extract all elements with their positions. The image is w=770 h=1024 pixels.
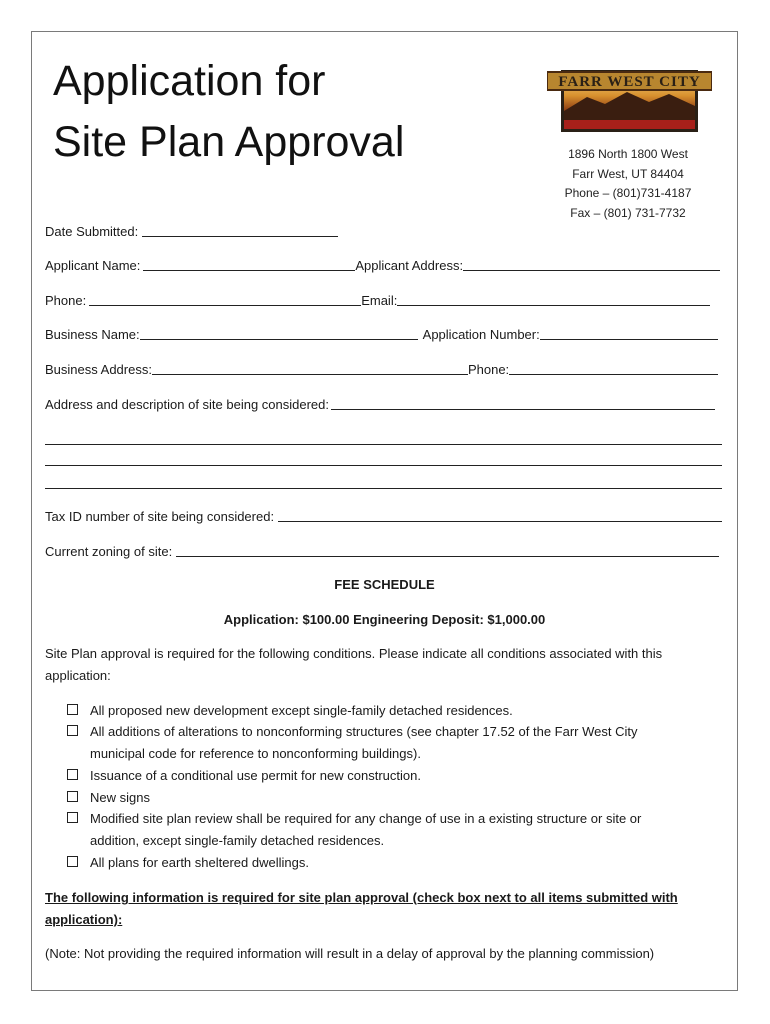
applicant-name-field[interactable] — [143, 258, 355, 271]
condition-checkbox-5[interactable] — [67, 812, 78, 823]
business-address-field[interactable] — [152, 362, 468, 375]
application-number-field[interactable] — [540, 327, 718, 340]
site-description-field[interactable] — [331, 397, 715, 410]
requirements-heading: The following information is required for site plan approval (check box next to all items submitted with application): — [45, 890, 678, 927]
business-row — [45, 324, 718, 342]
condition-text-6: All plans for earth sheltered dwellings. — [90, 855, 309, 870]
applicant-name-label: Applicant Name: — [45, 258, 141, 273]
condition-checkbox-3[interactable] — [67, 769, 78, 780]
phone-field[interactable] — [89, 293, 361, 306]
condition-text-5: Modified site plan review shall be required for any change of use in a existing structure or site or — [90, 811, 642, 826]
condition-text-1: All proposed new development except single-family detached residences. — [90, 703, 513, 718]
requirements-note: (Note: Not providing the required information will result in a delay of approval by the planning commission) — [45, 946, 655, 961]
condition-item-2 — [67, 721, 707, 765]
business-phone-field[interactable] — [509, 362, 718, 375]
business-address-row — [45, 359, 718, 377]
condition-checkbox-6[interactable] — [67, 856, 78, 867]
condition-text-3: Issuance of a conditional use permit for new construction. — [90, 768, 421, 783]
site-description-line-3[interactable] — [45, 465, 722, 466]
condition-text-2-continued: municipal code for reference to nonconforming buildings). — [90, 746, 421, 761]
site-description-row — [45, 394, 715, 412]
application-number-label: Application Number: — [422, 327, 540, 342]
logo-text: FARR WEST CITY — [558, 74, 701, 90]
business-name-label: Business Name: — [45, 327, 140, 342]
date-submitted-row — [45, 221, 345, 239]
condition-item-4 — [67, 787, 707, 809]
applicant-row — [45, 255, 720, 273]
farr-west-city-logo — [547, 64, 712, 132]
address-fax: Fax – (801) 731-7732 — [570, 206, 686, 220]
site-description-label: Address and description of site being considered: — [45, 397, 330, 412]
date-submitted-field[interactable] — [142, 224, 338, 237]
conditions-intro: Site Plan approval is required for the following conditions. Please indicate all conditions associated with this application: — [45, 646, 663, 683]
tax-id-label: Tax ID number of site being considered: — [45, 509, 275, 524]
current-zoning-field[interactable] — [176, 544, 719, 557]
condition-item-5 — [67, 808, 707, 852]
email-field[interactable] — [397, 293, 710, 306]
site-description-line-4[interactable] — [45, 488, 722, 489]
tax-id-row — [45, 506, 722, 524]
business-phone-label: Phone: — [467, 362, 510, 377]
applicant-address-label: Applicant Address: — [355, 258, 464, 273]
address-city: Farr West, UT 84404 — [572, 167, 684, 181]
date-submitted-label: Date Submitted: — [45, 224, 139, 239]
business-name-field[interactable] — [140, 327, 418, 340]
condition-checkbox-2[interactable] — [67, 725, 78, 736]
page-title-line-2: Site Plan Approval — [53, 118, 405, 166]
applicant-address-field[interactable] — [463, 258, 720, 271]
phone-label: Phone: — [45, 293, 87, 308]
condition-text-2: All additions of alterations to nonconforming structures (see chapter 17.52 of the Farr West City — [90, 724, 638, 739]
condition-item-1 — [67, 700, 707, 722]
page-title-line-1: Application for — [53, 57, 326, 105]
condition-checkbox-1[interactable] — [67, 704, 78, 715]
condition-text-5-continued: addition, except single-family detached residences. — [90, 833, 385, 848]
business-address-label: Business Address: — [45, 362, 152, 377]
fee-schedule-heading: FEE SCHEDULE — [334, 577, 435, 592]
condition-text-4: New signs — [90, 790, 150, 805]
fee-schedule-amounts: Application: $100.00 Engineering Deposit: $1,000.00 — [223, 612, 546, 627]
condition-item-3 — [67, 765, 707, 787]
tax-id-field[interactable] — [278, 509, 722, 522]
site-description-line-2[interactable] — [45, 444, 722, 445]
phone-email-row — [45, 290, 710, 308]
address-street: 1896 North 1800 West — [568, 147, 688, 161]
address-phone: Phone – (801)731-4187 — [564, 186, 692, 200]
current-zoning-row — [45, 541, 719, 559]
condition-checkbox-4[interactable] — [67, 791, 78, 802]
condition-item-6 — [67, 852, 707, 874]
email-label: Email: — [361, 293, 398, 308]
current-zoning-label: Current zoning of site: — [45, 544, 173, 559]
